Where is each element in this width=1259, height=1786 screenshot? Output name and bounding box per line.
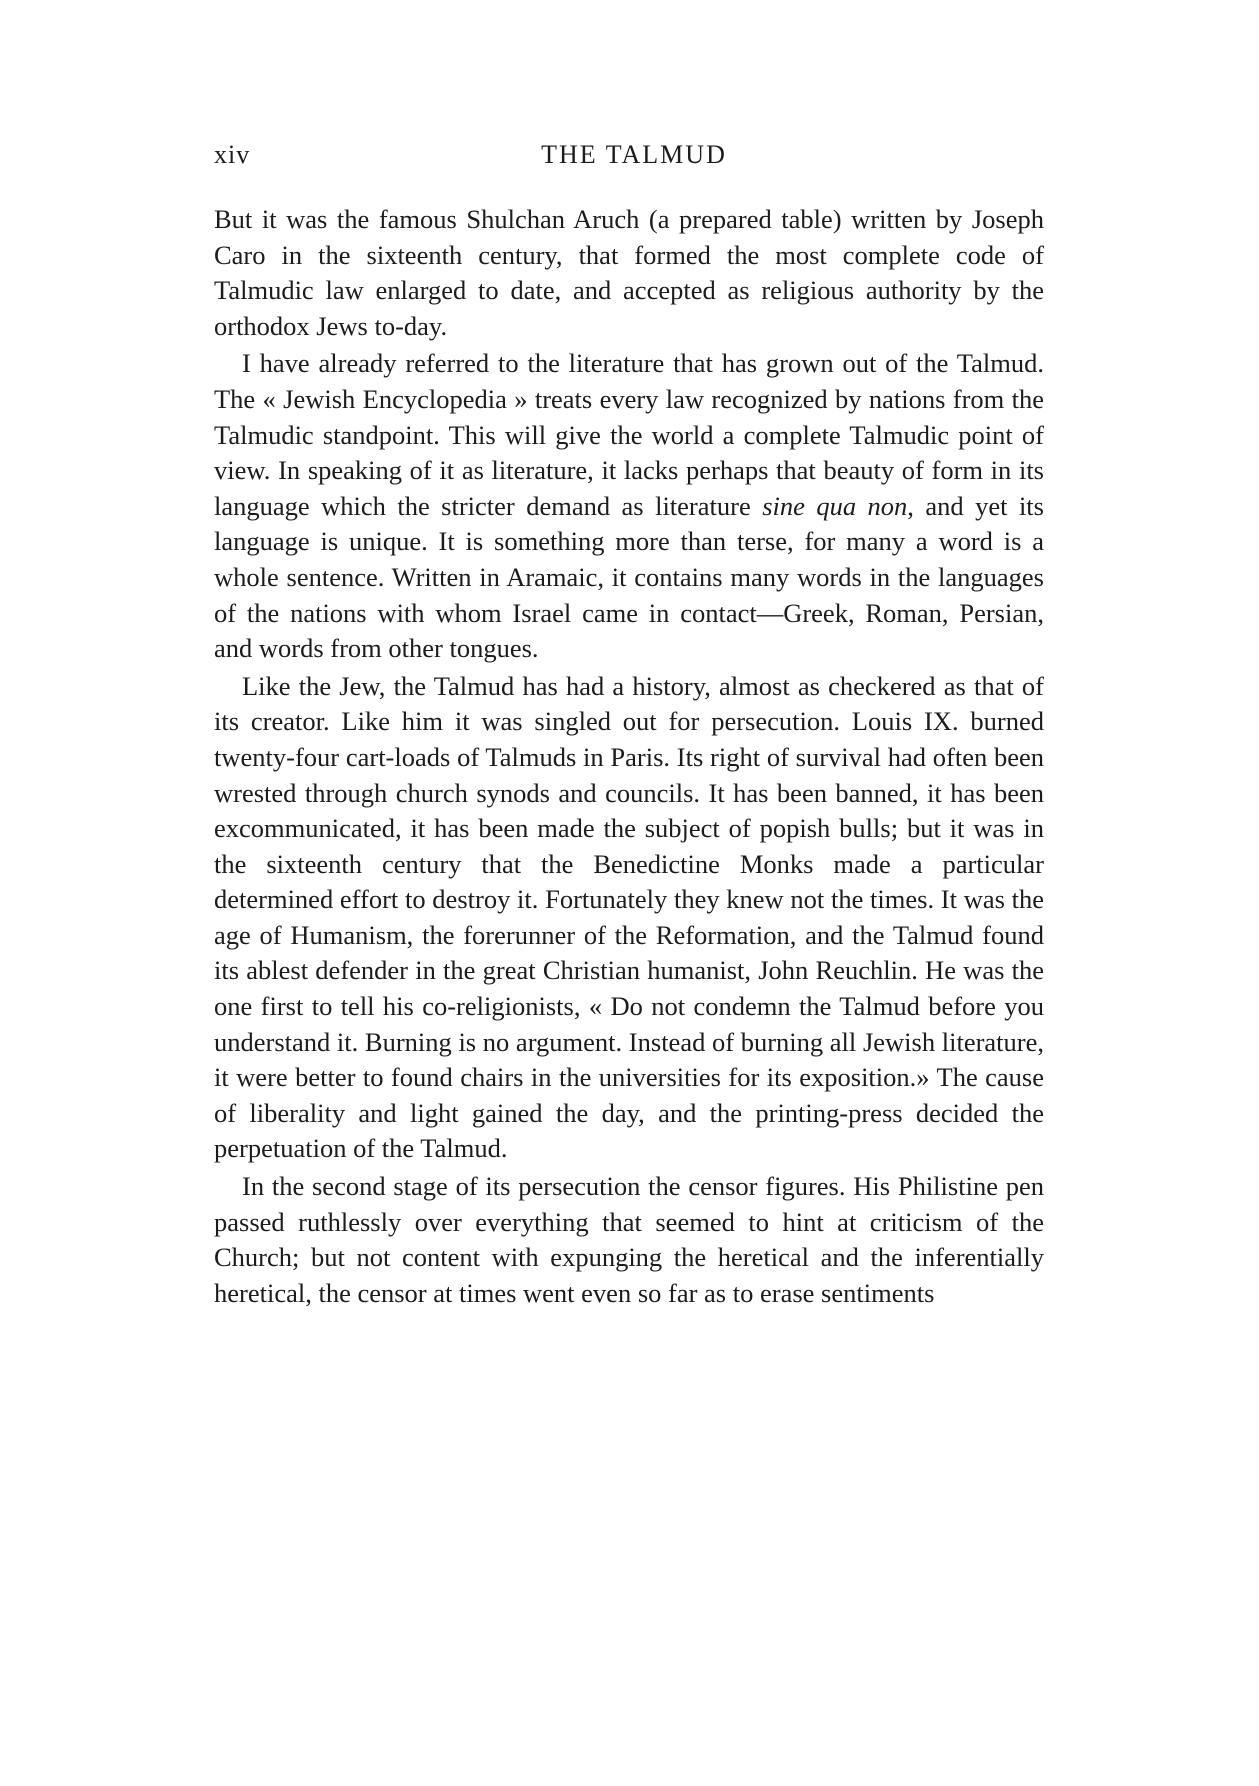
paragraph-literature-text-before: I have already referred to the literature that has grown out of the Talmud. The « Jewish Encyclopedia » treats every law recognized by nations from the Talmudic standpoint. This will give the world a complete Talmudic point of view. In speaking of it as literature, it lacks perhaps that beauty of form in its language which the stricter demand as literature: [214, 348, 1044, 521]
paragraph-censor: In the second stage of its persecution the censor figures. His Philistine pen passed ruthlessly over everything that seemed to hint at criticism of the Church; but not content with expunging the heretical and the inferentially heretical, the censor at times went even so far as to erase sentiments: [214, 1171, 1044, 1308]
latin-phrase: sine qua non: [762, 490, 908, 521]
page-number: xiv: [214, 140, 251, 169]
paragraph-literature: [214, 346, 1044, 666]
paragraph-history: Like the Jew, the Talmud has had a history, almost as checkered as that of its creator. Like him it was singled out for persecution. Louis IX. burned twenty-four cart-loads of Talmuds in Paris. Its right of survival had often been wrested through church synods and councils. It has been banned, it has been excommunicated, it has been made the subject of popish bulls; but it was in the sixteenth century that the Benedictine Monks made a particular determined effort to destroy it. Fortunately they knew not the times. It was the age of Humanism, the forerunner of the Reformation, and the Talmud found its ablest defender in the great Christian humanist, John Reuchlin. He was the one first to tell his co-religionists, « Do not condemn the Talmud before you understand it. Burning is no argument. Instead of burning all Jewish literature, it were better to found chairs in the universities for its exposition.» The cause of liberality and light gained the day, and the printing-press decided the perpetuation of the Talmud.: [214, 670, 1044, 1164]
running-title: THE TALMUD: [541, 140, 727, 169]
paragraph-shulchan-aruch: But it was the famous Shulchan Aruch (a prepared table) written by Joseph Caro in the sixteenth century, that formed the most complete code of Talmudic law enlarged to date, and accepted as religious authority by the orthodox Jews to-day.: [214, 204, 1044, 341]
paragraph-literature-text-after: , and yet its language is unique. It is something more than terse, for many a word is a whole sentence. Written in Aramaic, it contains many words in the languages of the nations with whom Israel came in contact—Greek, Roman, Persian, and words from other tongues.: [214, 490, 1044, 664]
running-head: [214, 140, 1044, 176]
body-text: [214, 202, 1044, 1311]
